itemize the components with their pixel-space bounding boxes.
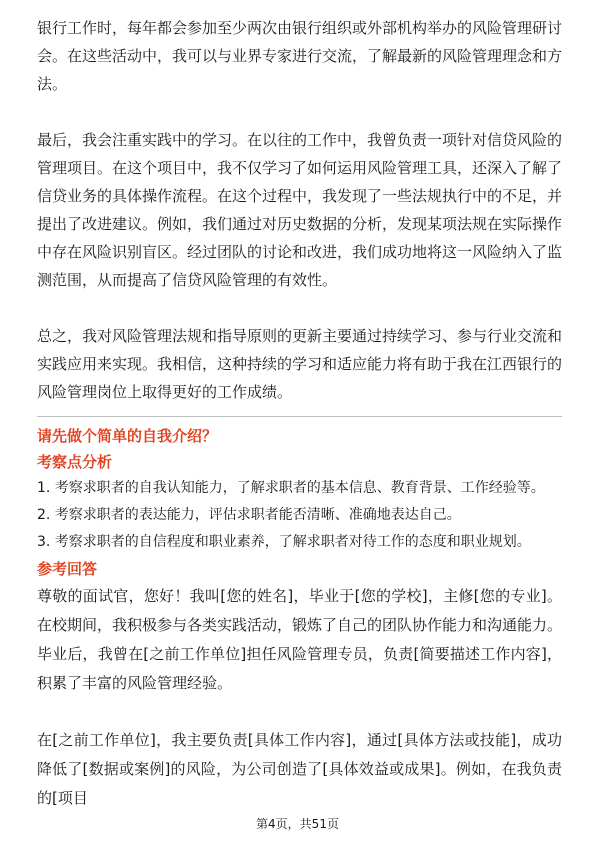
page-content xyxy=(37,14,562,813)
analysis-heading: 考察点分析 xyxy=(37,453,113,471)
analysis-item-1: 1. 考察求职者的自我认知能力，了解求职者的基本信息、教育背景、工作经验等。 xyxy=(37,480,545,496)
section-divider xyxy=(37,416,562,417)
paragraph-gap xyxy=(37,98,562,126)
analysis-item-2: 2. 考察求职者的表达能力，评估求职者能否清晰、准确地表达自己。 xyxy=(37,507,461,523)
page-number: 第4页，共51页 xyxy=(256,817,339,831)
body-paragraph-1: 银行工作时，每年都会参加至少两次由银行组织或外部机构举办的风险管理研讨会。在这些活动中，我可以与业界专家进行交流，了解最新的风险管理理念和方法。 xyxy=(37,19,563,93)
answer-paragraph-1: 尊敬的面试官，您好！我叫[您的姓名]，毕业于[您的学校]，主修[您的专业]。在校期间，我积极参与各类实践活动，锻炼了自己的团队协作能力和沟通能力。毕业后，我曾在[之前工作单位]担任风险管理专员，负责[简要描述工作内容]，积累了丰富的风险管理经验。 xyxy=(37,587,563,692)
body-paragraph-3: 总之，我对风险管理法规和指导原则的更新主要通过持续学习、参与行业交流和实践应用来实现。我相信，这种持续的学习和适应能力将有助于我在江西银行的风险管理岗位上取得更好的工作成绩。 xyxy=(37,327,563,401)
answer-paragraph-2: 在[之前工作单位]，我主要负责[具体工作内容]，通过[具体方法或技能]，成功降低了[数据或案例]的风险，为公司创造了[具体效益或成果]。例如，在我负责的[项目 xyxy=(37,731,562,807)
paragraph-gap xyxy=(37,698,562,726)
paragraph-gap xyxy=(37,294,562,322)
analysis-item-3: 3. 考察求职者的自信程度和职业素养，了解求职者对待工作的态度和职业规划。 xyxy=(37,534,531,550)
answer-heading: 参考回答 xyxy=(37,560,98,578)
body-paragraph-2: 最后，我会注重实践中的学习。在以往的工作中，我曾负责一项针对信贷风险的管理项目。在这个项目中，我不仅学习了如何运用风险管理工具，还深入了解了信贷业务的具体操作流程。在这个过程中，我发现了一些法规执行中的不足，并提出了改进建议。例如，我们通过对历史数据的分析，发现某项法规在实际操作中存在风险识别盲区。经过团队的讨论和改进，我们成功地将这一风险纳入了监测范围，从而提高了信贷风险管理的有效性。 xyxy=(37,131,563,289)
question-title: 请先做个简单的自我介绍？ xyxy=(37,427,218,445)
